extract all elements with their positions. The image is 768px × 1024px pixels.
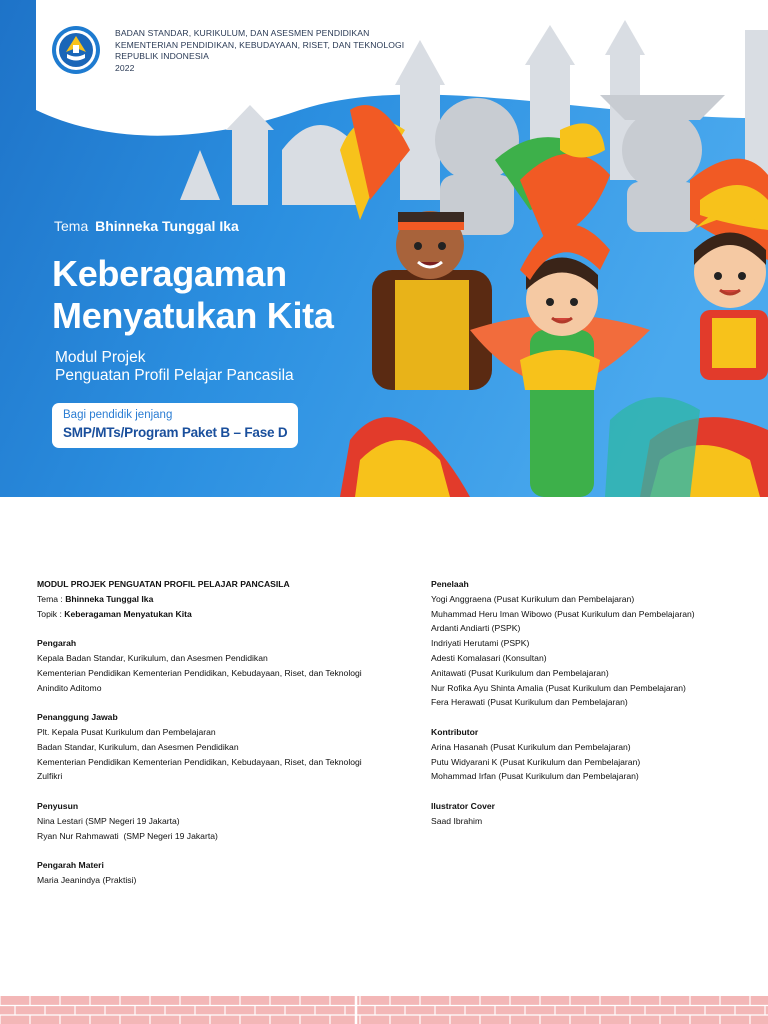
credit-line: Ryan Nur Rahmawati (SMP Negeri 19 Jakarta) (37, 830, 218, 841)
institution-line: KEMENTERIAN PENDIDIKAN, KEBUDAYAAN, RISET, DAN TEKNOLOGI (115, 39, 405, 50)
credit-line: Indriyati Herutami (PSPK) (431, 638, 530, 649)
level-value: SMP/MTs/Program Paket B – Fase D (63, 425, 288, 440)
credit-line: Yogi Anggraena (Pusat Kurikulum dan Pembelajaran) (431, 593, 635, 604)
cover-subtitle-line: Penguatan Profil Pelajar Pancasila (55, 367, 294, 384)
theme-label: Tema (54, 218, 89, 234)
section-heading-penelaah: Penelaah (431, 579, 469, 589)
credit-line: Kepala Badan Standar, Kurikulum, dan Asesmen Pendidikan (37, 652, 268, 663)
credit-line: Fera Herawati (Pusat Kurikulum dan Pembelajaran) (431, 697, 628, 708)
section-heading-pengarah: Pengarah (37, 638, 77, 649)
cover-title (52, 253, 334, 337)
tut-wuri-handayani-logo (51, 25, 101, 75)
cover-title-line: Keberagaman (52, 253, 287, 294)
topik-line (37, 607, 417, 622)
institution-block (115, 28, 404, 74)
credit-line: Adesti Komalasari (Konsultan) (431, 652, 547, 663)
credit-line: Anitawati (Pusat Kurikulum dan Pembelajaran) (431, 667, 609, 678)
cover-banner (0, 0, 768, 497)
credit-line: Putu Widyarani K (Pusat Kurikulum dan Pembelajaran) (431, 756, 641, 767)
institution-line: BADAN STANDAR, KURIKULUM, DAN ASESMEN PENDIDIKAN (115, 28, 370, 38)
credit-line: Nur Rofika Ayu Shinta Amalia (Pusat Kurikulum dan Pembelajaran) (431, 682, 686, 693)
section-heading-kontributor: Kontributor (431, 726, 479, 737)
level-label: Bagi pendidik jenjang (63, 409, 173, 421)
cover-subtitle-line: Modul Projek (55, 349, 146, 366)
credit-line: Badan Standar, Kurikulum, dan Asesmen Pendidikan (37, 741, 239, 752)
credit-line: Anindito Aditomo (37, 682, 102, 693)
tema-value: Bhinneka Tunggal Ika (65, 593, 154, 604)
credit-line: Maria Jeanindya (Praktisi) (37, 874, 137, 885)
topik-label: Topik : (37, 608, 65, 619)
brick-pattern-border (0, 996, 768, 1024)
theme-line (54, 218, 239, 234)
section-heading-ilustrator: Ilustrator Cover (431, 800, 495, 811)
publication-year: 2022 (115, 62, 135, 73)
credit-line: Ardanti Andiarti (PSPK) (431, 623, 521, 634)
cover-title-line: Menyatukan Kita (52, 295, 334, 336)
credit-line: Muhammad Heru Iman Wibowo (Pusat Kurikulum dan Pembelajaran) (431, 608, 695, 619)
tema-label: Tema : (37, 593, 66, 604)
credit-line: Saad Ibrahim (431, 815, 483, 826)
credits-left-column (37, 577, 417, 888)
credit-line: Mohammad Irfan (Pusat Kurikulum dan Pembelajaran) (431, 771, 639, 782)
cover-subtitle (55, 349, 294, 385)
credit-line: Zulfikri (37, 771, 63, 782)
section-heading-pengarah-materi: Pengarah Materi (37, 860, 104, 871)
credit-line: Nina Lestari (SMP Negeri 19 Jakarta) (37, 815, 180, 826)
document-title: MODUL PROJEK PENGUATAN PROFIL PELAJAR PANCASILA (37, 579, 290, 589)
credit-line: Arina Hasanah (Pusat Kurikulum dan Pembelajaran) (431, 741, 631, 752)
education-level-badge (52, 403, 298, 448)
institution-line: REPUBLIK INDONESIA (115, 51, 209, 62)
credits-right-column (431, 577, 761, 829)
section-heading-penanggung-jawab: Penanggung Jawab (37, 712, 118, 723)
credit-line: Plt. Kepala Pusat Kurikulum dan Pembelajaran (37, 726, 216, 737)
theme-value: Bhinneka Tunggal Ika (95, 218, 239, 234)
section-heading-penyusun: Penyusun (37, 800, 79, 811)
tema-line (37, 592, 417, 607)
credit-line: Kementerian Pendidikan Kementerian Pendidikan, Kebudayaan, Riset, dan Teknologi (37, 756, 362, 767)
credit-line: Kementerian Pendidikan Kementerian Pendidikan, Kebudayaan, Riset, dan Teknologi (37, 667, 362, 678)
topik-value: Keberagaman Menyatukan Kita (64, 608, 192, 619)
